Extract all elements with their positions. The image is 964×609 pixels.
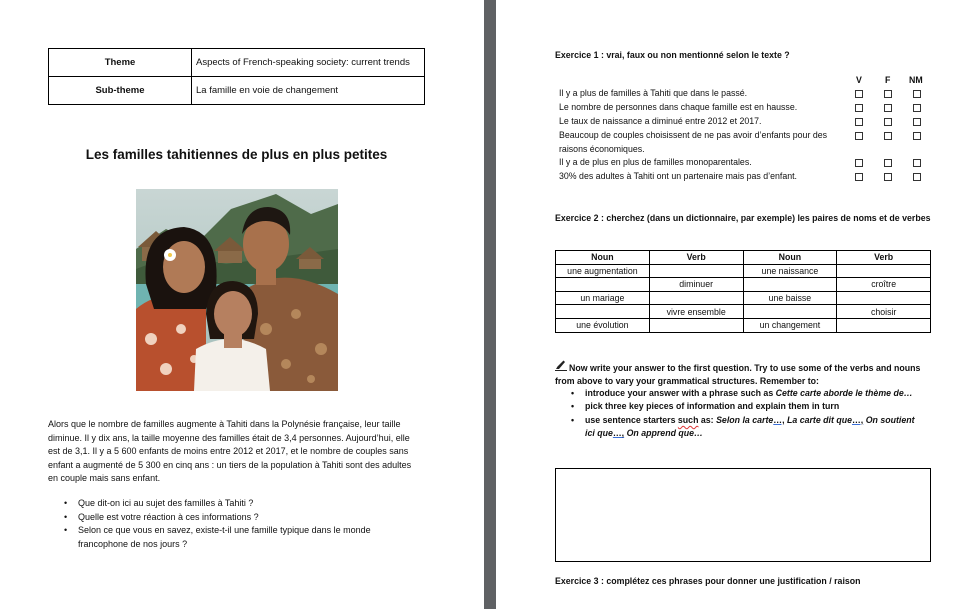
- writing-guidelines: [585, 387, 925, 441]
- header-noun-2: Noun: [743, 251, 837, 265]
- checkbox-nm-6[interactable]: [913, 173, 921, 181]
- guideline-item: • introduce your answer with a phrase such as Cette carte aborde le thème de…: [585, 387, 925, 400]
- table-cell: croître: [837, 278, 931, 292]
- checkbox-f-3[interactable]: [884, 118, 892, 126]
- statement-4: Beaucoup de couples choisissent de ne pas avoir d’enfants pour des raisons économiques.: [559, 130, 827, 154]
- exercise1-title: Exercice 1 : vrai, faux ou non mentionné selon le texte ?: [555, 50, 790, 60]
- checkbox-f-4[interactable]: [884, 132, 892, 140]
- col-header-v: V: [856, 75, 862, 85]
- exercise3-title: Exercice 3 : complétez ces phrases pour donner une justification / raison: [555, 576, 861, 586]
- checkbox-nm-2[interactable]: [913, 104, 921, 112]
- checkbox-f-2[interactable]: [884, 104, 892, 112]
- col-header-f: F: [885, 75, 891, 85]
- table-cell[interactable]: [837, 291, 931, 305]
- table-row: [556, 264, 931, 278]
- checkbox-v-4[interactable]: [855, 132, 863, 140]
- statement-3: Le taux de naissance a diminué entre 2012 et 2017.: [559, 116, 762, 126]
- col-header-nm: NM: [909, 75, 923, 85]
- article-paragraph: Alors que le nombre de familles augmente à Tahiti dans la Polynésie française, leur taille diminue. Il y dix ans, la taille moyenne des familles était de 3,4 personnes. Aujourd’hui, elle est de 3,1. Il y a 5 600 enfants de moins entre 2012 et 2017, et le nombre de couples sans enfant a augmenté de 5 300 en cinq ans : un tiers de la population à Tahiti sont des adultes en couple mais sans enfant.: [48, 419, 412, 484]
- header-verb-2: Verb: [837, 251, 931, 265]
- theme-table: [48, 48, 425, 105]
- statement-5: Il y a de plus en plus de familles monoparentales.: [559, 157, 752, 167]
- document-title: Les familles tahitiennes de plus en plus petites: [85, 147, 388, 162]
- family-photo: [136, 189, 338, 391]
- table-cell: une évolution: [556, 318, 650, 332]
- table-row: [556, 305, 931, 319]
- checkbox-v-1[interactable]: [855, 90, 863, 98]
- checkbox-nm-3[interactable]: [913, 118, 921, 126]
- guideline-item: • use sentence starters such as: Selon la carte…, La carte dit que…, On soutient ici que…, On apprend que…: [585, 414, 925, 441]
- table-cell: une baisse: [743, 291, 837, 305]
- theme-value: Aspects of French-speaking society: current trends: [192, 49, 425, 77]
- question-item: • Selon ce que vous en savez, existe-t-il une famille typique dans le monde francophone de nos jours ?: [78, 524, 418, 551]
- checkbox-nm-4[interactable]: [913, 132, 921, 140]
- checkbox-v-3[interactable]: [855, 118, 863, 126]
- discussion-questions: [78, 497, 418, 551]
- statement-1: Il y a plus de familles à Tahiti que dans le passé.: [559, 88, 748, 98]
- table-row: [556, 291, 931, 305]
- header-noun-1: Noun: [556, 251, 650, 265]
- table-cell: un mariage: [556, 291, 650, 305]
- table-cell: choisir: [837, 305, 931, 319]
- table-cell[interactable]: [837, 318, 931, 332]
- checkbox-nm-5[interactable]: [913, 159, 921, 167]
- header-verb-1: Verb: [649, 251, 743, 265]
- table-cell: diminuer: [649, 278, 743, 292]
- table-cell[interactable]: [837, 264, 931, 278]
- checkbox-nm-1[interactable]: [913, 90, 921, 98]
- table-cell[interactable]: [743, 278, 837, 292]
- table-cell: une augmentation: [556, 264, 650, 278]
- table-cell: un changement: [743, 318, 837, 332]
- writing-instructions: [555, 360, 931, 389]
- subtheme-value: La famille en voie de changement: [192, 77, 425, 105]
- writing-hand-icon: [555, 360, 569, 375]
- checkbox-v-5[interactable]: [855, 159, 863, 167]
- checkbox-f-1[interactable]: [884, 90, 892, 98]
- table-cell[interactable]: [556, 305, 650, 319]
- checkbox-f-6[interactable]: [884, 173, 892, 181]
- checkbox-f-5[interactable]: [884, 159, 892, 167]
- checkbox-v-2[interactable]: [855, 104, 863, 112]
- table-cell[interactable]: [649, 291, 743, 305]
- statement-6: 30% des adultes à Tahiti ont un partenaire mais pas d’enfant.: [559, 171, 797, 181]
- exercise2-title: Exercice 2 : cherchez (dans un dictionnaire, par exemple) les paires de noms et de verbes: [555, 213, 931, 223]
- noun-verb-table: [555, 250, 931, 333]
- writing-intro: Now write your answer to the first question. Try to use some of the verbs and nouns from above to vary your grammatical structures. Remember to:: [555, 363, 921, 387]
- checkbox-v-6[interactable]: [855, 173, 863, 181]
- table-cell: une naissance: [743, 264, 837, 278]
- table-cell[interactable]: [743, 305, 837, 319]
- question-item: • Quelle est votre réaction à ces informations ?: [78, 511, 418, 525]
- page-gutter: [484, 0, 496, 609]
- table-cell[interactable]: [556, 278, 650, 292]
- guideline-item: • pick three key pieces of information and explain them in turn: [585, 400, 925, 413]
- statement-2: Le nombre de personnes dans chaque famille est en hausse.: [559, 102, 798, 112]
- table-cell[interactable]: [649, 264, 743, 278]
- table-row: [556, 278, 931, 292]
- theme-label: Theme: [49, 49, 192, 77]
- table-cell: vivre ensemble: [649, 305, 743, 319]
- table-row: [556, 318, 931, 332]
- subtheme-label: Sub-theme: [49, 77, 192, 105]
- question-item: • Que dit-on ici au sujet des familles à Tahiti ?: [78, 497, 418, 511]
- answer-box[interactable]: [555, 468, 931, 562]
- table-cell[interactable]: [649, 318, 743, 332]
